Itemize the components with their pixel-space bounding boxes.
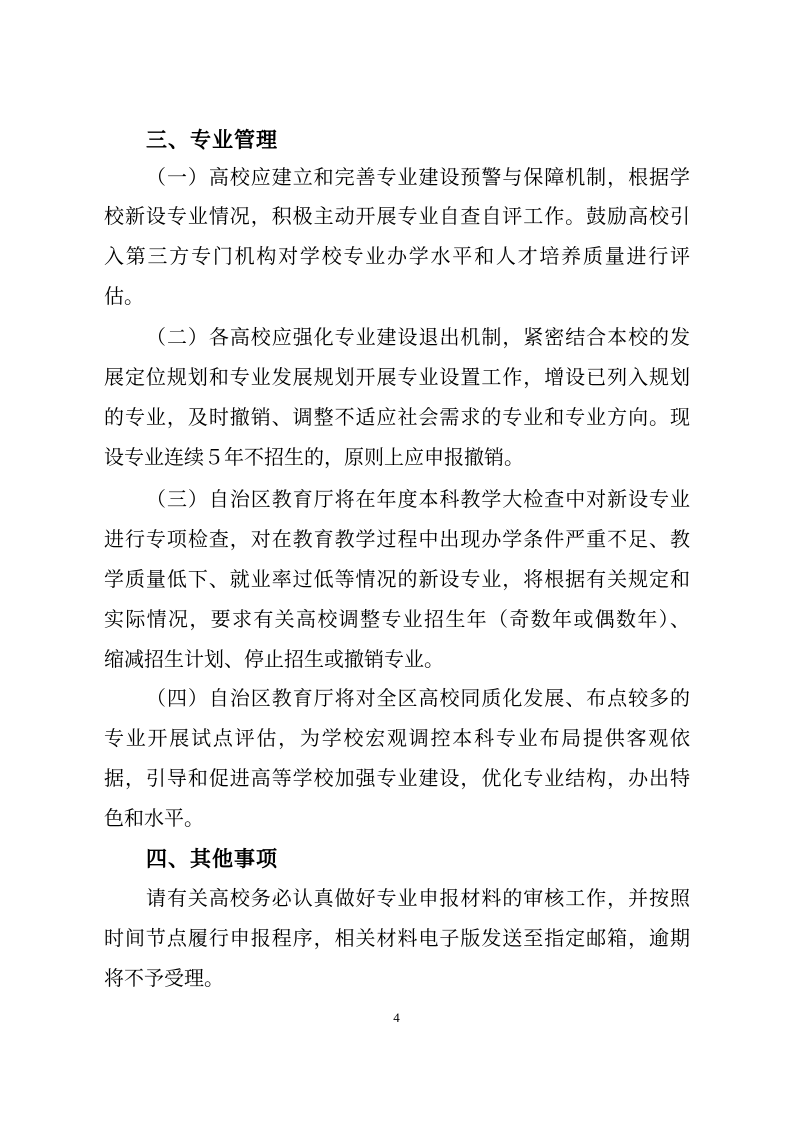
paragraph-line: （四）自治区教育厅将对全区高校同质化发展、布点较多的: [146, 686, 690, 710]
paragraph-line: 设专业连续５年不招生的，原则上应申报撤销。: [104, 445, 524, 469]
paragraph-line: （二）各高校应强化专业建设退出机制，紧密结合本校的发: [146, 325, 690, 349]
page-number: 4: [393, 1010, 400, 1025]
paragraph-line: 的专业，及时撤销、调整不适应社会需求的专业和专业方向。现: [104, 405, 690, 429]
paragraph-line: 校新设专业情况，积极主动开展专业自查自评工作。鼓励高校引: [104, 204, 690, 228]
paragraph-line: 入第三方专门机构对学校专业办学水平和人才培养质量进行评: [104, 244, 690, 268]
paragraph-line: 将不予受理。: [104, 966, 224, 990]
paragraph-line: 进行专项检查，对在教育教学过程中出现办学条件严重不足、教: [104, 527, 690, 551]
paragraph-line: 学质量低下、就业率过低等情况的新设专业，将根据有关规定和: [104, 567, 690, 591]
paragraph-line: 据，引导和促进高等学校加强专业建设，优化专业结构，办出特: [104, 766, 690, 790]
paragraph-line: 估。: [104, 284, 144, 308]
paragraph-line: 专业开展试点评估，为学校宏观调控本科专业布局提供客观依: [104, 726, 690, 750]
paragraph-line: （三）自治区教育厅将在年度本科教学大检查中对新设专业: [146, 487, 690, 511]
section-heading-other-matters: 四、其他事项: [146, 847, 278, 871]
paragraph-line: 缩减招生计划、停止招生或撤销专业。: [104, 647, 444, 671]
paragraph-line: 时间节点履行申报程序，相关材料电子版发送至指定邮箱，逾期: [104, 926, 690, 950]
paragraph-line: 展定位规划和专业发展规划开展专业设置工作，增设已列入规划: [104, 365, 690, 389]
paragraph-line: （一）高校应建立和完善专业建设预警与保障机制，根据学: [146, 165, 690, 189]
paragraph-line: 实际情况，要求有关高校调整专业招生年（奇数年或偶数年）、: [104, 607, 690, 631]
paragraph-line: 请有关高校务必认真做好专业申报材料的审核工作，并按照: [146, 886, 690, 910]
paragraph-line: 色和水平。: [104, 806, 204, 830]
section-heading-management: 三、专业管理: [146, 128, 278, 152]
